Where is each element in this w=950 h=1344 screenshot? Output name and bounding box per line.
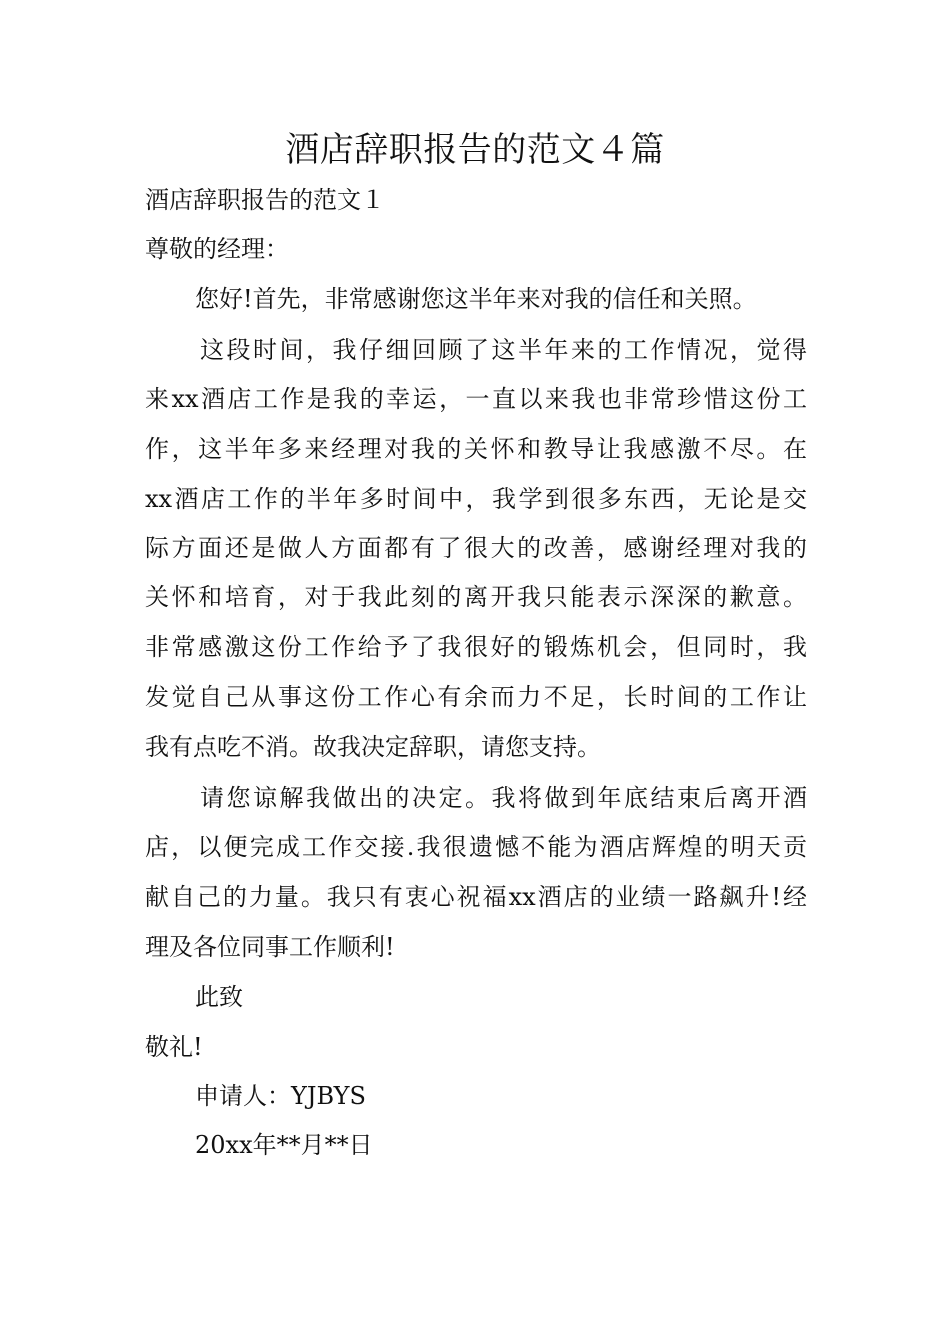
closing: 此致	[195, 983, 243, 1011]
paragraph-1-line: 作，这半年多来经理对我的关怀和教导让我感激不尽。在	[145, 435, 807, 463]
document-title: 酒店辞职报告的范文４篇	[285, 130, 665, 170]
paragraph-2-line: 献自己的力量。我只有衷心祝福xx酒店的业绩一路飙升!经	[145, 883, 807, 911]
paragraph-1-line: xx酒店工作的半年多时间中，我学到很多东西，无论是交	[145, 485, 807, 513]
paragraph-2-line: 请您谅解我做出的决定。我将做到年底结束后离开酒	[200, 784, 807, 812]
regards: 敬礼!	[145, 1033, 203, 1061]
paragraph-2-line: 店，以便完成工作交接.我很遗憾不能为酒店辉煌的明天贡	[145, 833, 807, 861]
paragraph-1-line: 我有点吃不消。故我决定辞职，请您支持。	[145, 733, 601, 761]
paragraph-1-line: 来xx酒店工作是我的幸运，一直以来我也非常珍惜这份工	[145, 385, 807, 413]
greeting-line: 您好!首先，非常感谢您这半年来对我的信任和关照。	[195, 285, 757, 313]
applicant-signature: 申请人：YJBYS	[195, 1082, 366, 1110]
paragraph-1-line: 际方面还是做人方面都有了很大的改善，感谢经理对我的	[145, 534, 807, 562]
date-line: 20xx年**月**日	[195, 1131, 373, 1159]
salutation: 尊敬的经理：	[145, 235, 289, 263]
paragraph-1-line: 非常感激这份工作给予了我很好的锻炼机会，但同时，我	[145, 633, 807, 661]
section-heading: 酒店辞职报告的范文１	[145, 186, 385, 214]
paragraph-1-line: 这段时间，我仔细回顾了这半年来的工作情况，觉得	[200, 336, 807, 364]
paragraph-1-line: 发觉自己从事这份工作心有余而力不足，长时间的工作让	[145, 683, 807, 711]
paragraph-1-line: 关怀和培育，对于我此刻的离开我只能表示深深的歉意。	[145, 583, 807, 611]
paragraph-2-line: 理及各位同事工作顺利!	[145, 933, 395, 961]
